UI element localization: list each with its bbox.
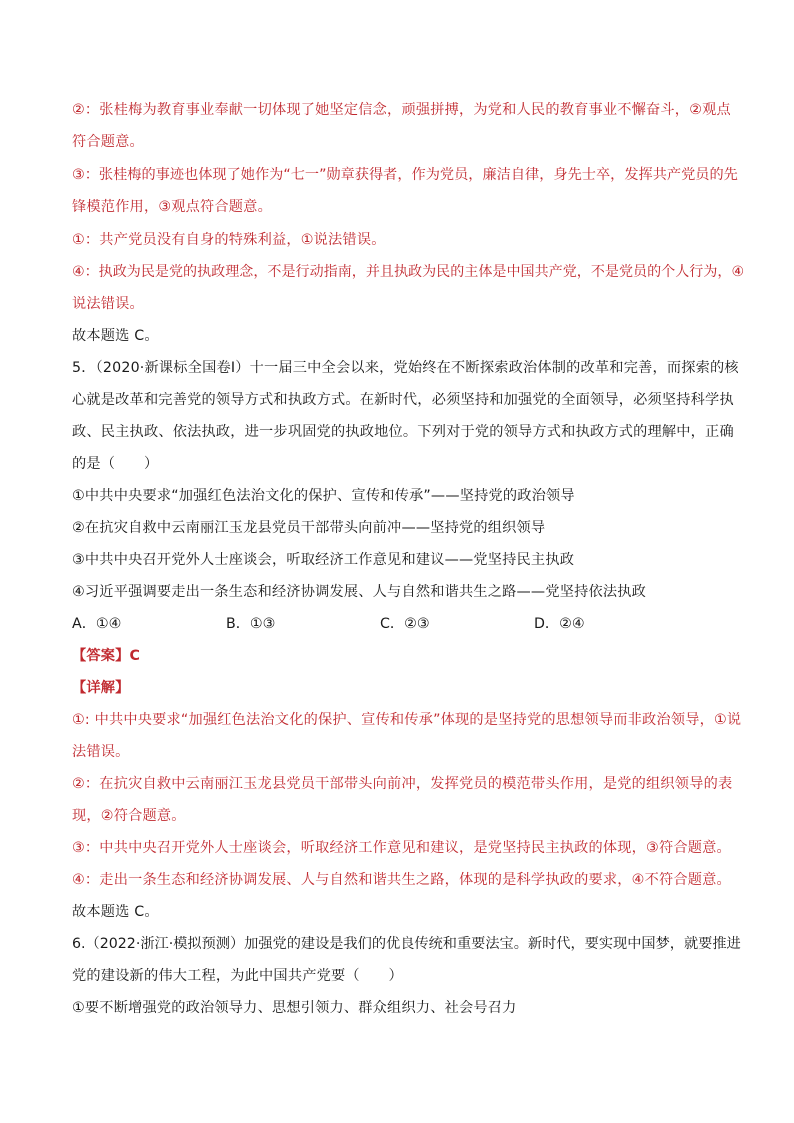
q5-answer: 【答案】C — [72, 648, 141, 664]
q5-stem-line1: 5．（2020·新课标全国卷Ⅰ）十一届三中全会以来，党始终在不断探索政治体制的改革和完善，而探索的核 — [72, 360, 739, 376]
q5-detail-3: ③：中共中央召开党外人士座谈会，听取经济工作意见和建议，是党坚持民主执政的体现，③符合题意。 — [72, 840, 731, 856]
q5-option-c: C．②③ — [380, 616, 430, 632]
q6-stem-line2: 党的建设新的伟大工程，为此中国共产党要（ ） — [72, 968, 403, 984]
analysis-point-4-line1: ④：执政为民是党的执政理念，不是行动指南，并且执政为民的主体是中国共产党，不是党员的个人行为，④ — [72, 264, 745, 280]
q5-item-3: ③中共中央召开党外人士座谈会，听取经济工作意见和建议——党坚持民主执政 — [72, 552, 575, 568]
q4-conclusion: 故本题选 C。 — [72, 328, 159, 344]
analysis-point-1: ①：共产党员没有自身的特殊利益，①说法错误。 — [72, 232, 386, 248]
q5-conclusion: 故本题选 C。 — [72, 904, 159, 920]
q6-stem-line1: 6.（2022·浙江·模拟预测）加强党的建设是我们的优良传统和重要法宝。新时代，要实现中国梦，就要推进 — [72, 936, 741, 952]
q5-option-a: A．①④ — [72, 616, 122, 632]
analysis-point-4-line2: 说法错误。 — [72, 296, 144, 312]
q5-detail-1-line1: ①: 中共中央要求“加强红色法治文化的保护、宣传和传承”体现的是坚持党的思想领导而非政治领导，①说 — [72, 712, 742, 728]
q5-item-2: ②在抗灾自救中云南丽江玉龙县党员干部带头向前冲——坚持党的组织领导 — [72, 520, 546, 536]
q5-detail-label: 【详解】 — [72, 680, 130, 696]
q5-detail-2-line2: 现，②符合题意。 — [72, 808, 186, 824]
q5-item-4: ④习近平强调要走出一条生态和经济协调发展、人与自然和谐共生之路——党坚持依法执政 — [72, 584, 647, 600]
q5-stem-line2: 心就是改革和完善党的领导方式和执政方式。在新时代，必须坚持和加强党的全面领导，必须坚持科学执 — [72, 392, 734, 408]
analysis-point-2-line2: 符合题意。 — [72, 134, 144, 150]
q5-stem-line4: 的是（ ） — [72, 456, 159, 472]
analysis-point-2-line1: ②：张桂梅为教育事业奉献一切体现了她坚定信念，顽强拼搏，为党和人民的教育事业不懈奋斗，②观点 — [72, 102, 731, 118]
analysis-point-3-line2: 锋模范作用，③观点符合题意。 — [72, 199, 272, 215]
q5-option-b: B．①③ — [226, 616, 276, 632]
q5-detail-4: ④：走出一条生态和经济协调发展、人与自然和谐共生之路，体现的是科学执政的要求，④不符合题意。 — [72, 872, 731, 888]
q5-item-1: ①中共中央要求“加强红色法治文化的保护、宣传和传承”——坚持党的政治领导 — [72, 488, 575, 504]
q5-detail-2-line1: ②：在抗灾自救中云南丽江玉龙县党员干部带头向前冲，发挥党员的模范带头作用，是党的组织领导的表 — [72, 776, 733, 792]
q5-stem-line3: 政、民主执政、依法执政，进一步巩固党的执政地位。下列对于党的领导方式和执政方式的理解中，正确 — [72, 424, 734, 440]
q6-item-1: ①要不断增强党的政治领导力、思想引领力、群众组织力、社会号召力 — [72, 1000, 517, 1016]
analysis-point-3-line1: ③：张桂梅的事迹也体现了她作为“七一”勋章获得者，作为党员，廉洁自律，身先士卒，发挥共产党员的先 — [72, 167, 738, 183]
q5-option-d: D．②④ — [534, 616, 585, 632]
q5-detail-1-line2: 法错误。 — [72, 744, 130, 760]
